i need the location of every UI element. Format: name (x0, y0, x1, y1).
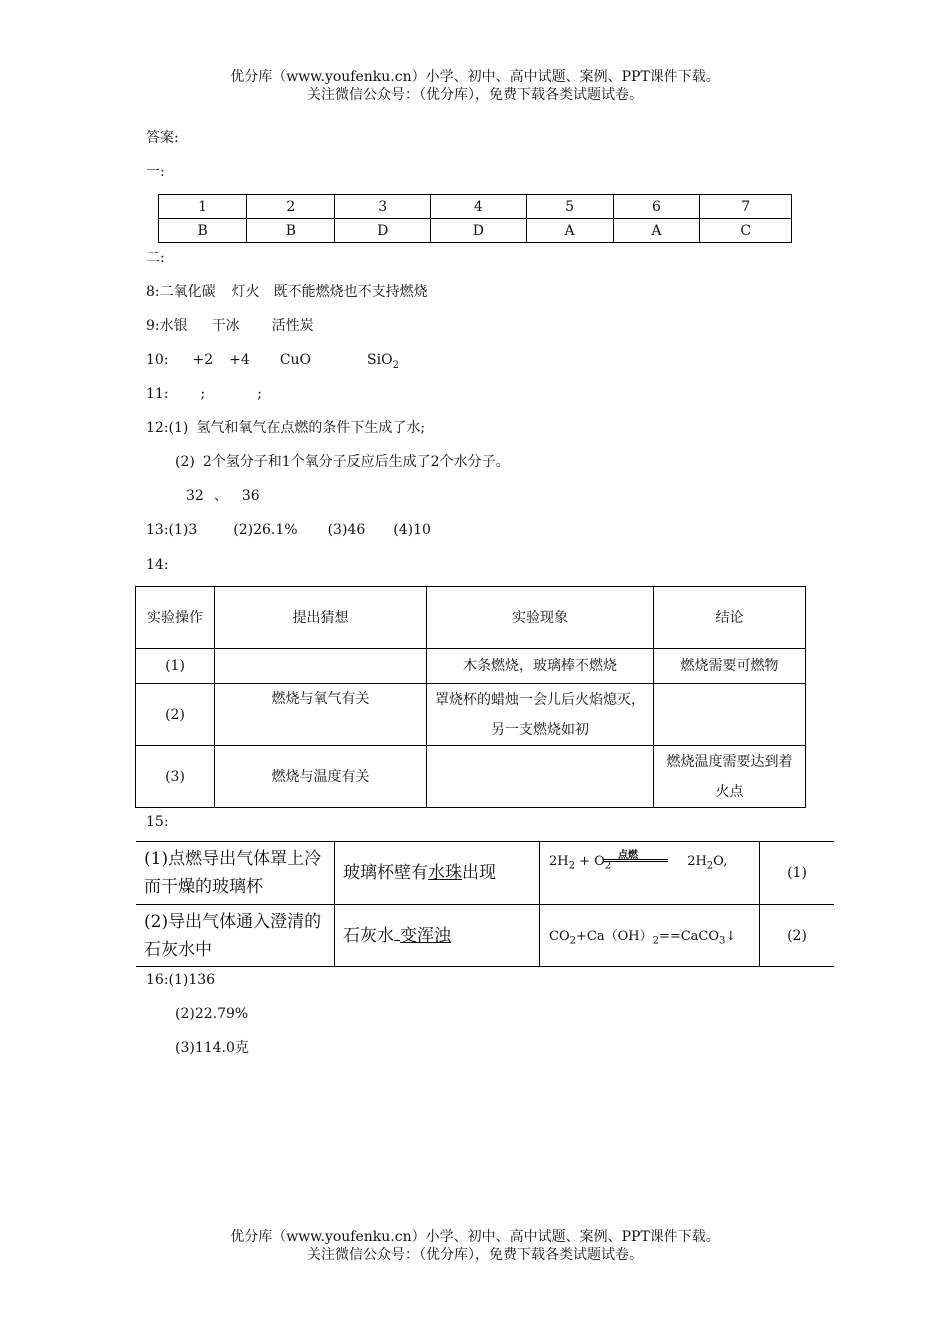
guess-cell: 燃烧与氧气有关 (215, 684, 427, 746)
header-line-2: 关注微信公众号：（优分库），免费下载各类试题试卷。 (307, 87, 643, 103)
q10-answer-b: +4 (229, 352, 250, 368)
q8-line (146, 282, 428, 302)
table-row (136, 649, 806, 684)
q10-answer-a: +2 (192, 352, 214, 368)
q8-answer-b: 灯火 (231, 284, 260, 300)
table-row (136, 587, 806, 649)
equation-subscript: 3 (719, 935, 726, 947)
choice-answer-table (158, 194, 792, 243)
guess-cell (215, 649, 427, 684)
q9-answer-c: 活性炭 (271, 318, 314, 334)
reaction-condition: 点燃 (618, 850, 638, 861)
q9-answer-b: 干冰 (211, 318, 240, 334)
equation-reactant-2: + O (574, 854, 605, 869)
choice-answer: D (431, 219, 527, 243)
question-number: 7 (700, 195, 792, 219)
q13-answer-a: (1)3 (168, 522, 198, 538)
guess-cell: 燃烧与温度有关 (215, 746, 427, 808)
conclusion-cell (654, 684, 806, 746)
reaction-arrow-bar (604, 859, 668, 862)
choice-answer: D (335, 219, 431, 243)
q13-answer-d: (4)10 (393, 522, 431, 538)
question-number: 4 (431, 195, 527, 219)
q12-value-2: 36 (241, 488, 260, 504)
equation-subscript: 2 (706, 860, 714, 872)
q11-answer-a: ; (200, 386, 206, 402)
tag-cell: (2) (760, 905, 835, 967)
phenomenon-cell: 罩烧杯的蜡烛一会儿后火焰熄灭，另一支燃烧如初 (427, 684, 654, 746)
q13-answer-b: (2)26.1% (233, 522, 298, 538)
tag-cell: (1) (760, 842, 835, 905)
phenomenon-text-end: 出现 (462, 863, 496, 883)
operation-cell: (2) (136, 684, 215, 746)
equation-subscript: 2 (569, 935, 576, 947)
phenomenon-text: 石灰水 (343, 925, 394, 946)
phenomenon-cell (335, 842, 540, 905)
question-number: 6 (613, 195, 700, 219)
question-number: 5 (526, 195, 613, 219)
gas-test-table (136, 841, 834, 967)
q13-line (146, 520, 431, 540)
q9-answer-a: 水银 (159, 318, 188, 334)
q12-text-2: 2个氢分子和1个氧分子反应后生成了2个水分子。 (202, 454, 510, 470)
phenomenon-cell (427, 746, 654, 808)
q10-formula: SiO (367, 352, 393, 368)
phenomenon-cell: 木条燃烧，玻璃棒不燃烧 (427, 649, 654, 684)
choice-answer: C (700, 219, 792, 243)
phenomenon-underlined: 水珠 (428, 863, 462, 883)
equation-subscript: 2 (652, 935, 659, 947)
table-row (136, 842, 834, 905)
footer-line-1: 优分库（www.youfenku.cn）小学、初中、高中试题、案例、PPT课件下载。 (230, 1229, 720, 1245)
q9-line (146, 316, 314, 336)
experiment-table (135, 586, 806, 808)
q10-answer-d (367, 352, 399, 371)
operation-cell: (1)点燃导出气体罩上冷而干燥的玻璃杯 (136, 842, 335, 905)
footer-line-2: 关注微信公众号：（优分库），免费下载各类试题试卷。 (307, 1247, 643, 1263)
q8-answer-c: 既不能燃烧也不支持燃烧 (273, 284, 428, 300)
q10-formula-subscript: 2 (392, 359, 399, 371)
table-row (159, 195, 792, 219)
table-row (136, 746, 806, 808)
choice-answer: B (159, 219, 247, 243)
question-number: 3 (335, 195, 431, 219)
equation-product: 2H (687, 854, 707, 869)
choice-answer: A (526, 219, 613, 243)
q11-answer-b: ; (257, 386, 262, 402)
q10-number: 10: (146, 352, 169, 368)
table-row (136, 684, 806, 746)
equation-part: ==CaCO (658, 928, 720, 944)
phenomenon-cell (335, 905, 540, 967)
q12-part-1: (1) (168, 420, 189, 436)
equation-product-end: O, (713, 854, 728, 869)
q9-number: 9: (146, 318, 160, 334)
q12-text-1: 氢气和氧气在点燃的条件下生成了水; (196, 420, 426, 436)
q12-value-1: 32 (186, 488, 204, 504)
q8-answer-a: 二氧化碳 (159, 284, 216, 300)
q16-line-1 (146, 970, 215, 990)
q11-number: 11: (146, 386, 169, 402)
q12-line-2 (175, 452, 510, 472)
column-header: 实验现象 (427, 587, 654, 649)
q16-answer-c: (3)114.0克 (175, 1040, 249, 1056)
operation-cell: (1) (136, 649, 215, 684)
equation-subscript: 2 (568, 860, 575, 872)
operation-cell: (3) (136, 746, 215, 808)
q14-number: 14: (146, 557, 169, 573)
equation-part: +Ca（OH） (575, 928, 653, 944)
column-header: 实验操作 (136, 587, 215, 649)
q10-line (146, 350, 399, 376)
q8-number: 8: (146, 284, 160, 300)
equation-subscript: 2 (604, 860, 612, 872)
choice-answer: B (247, 219, 335, 243)
operation-cell: (2)导出气体通入澄清的石灰水中 (136, 905, 335, 967)
equation-reactant: 2H (549, 854, 569, 869)
phenomenon-underlined: 变浑浊 (400, 925, 451, 946)
q10-answer-c: CuO (279, 352, 312, 368)
question-number: 1 (159, 195, 247, 219)
choice-answer: A (613, 219, 700, 243)
section-1-label: 一: (146, 164, 165, 180)
q16-answer-b: (2)22.79% (175, 1006, 249, 1022)
phenomenon-text: 玻璃杯壁有 (343, 863, 428, 883)
answer-title: 答案: (146, 130, 179, 146)
q12-number: 12: (146, 420, 169, 436)
q13-answer-c: (3)46 (327, 522, 366, 538)
column-header: 结论 (654, 587, 806, 649)
q15-number: 15: (146, 814, 169, 830)
conclusion-cell: 燃烧温度需要达到着火点 (654, 746, 806, 808)
q11-line (146, 384, 262, 404)
q12-line-3 (186, 486, 260, 506)
q12-line-1 (146, 418, 425, 438)
q12-separator: 、 (213, 488, 228, 504)
q16-answer-a: (1)136 (168, 972, 216, 988)
q13-number: 13: (146, 522, 169, 538)
precipitate-arrow: ↓ (725, 928, 737, 944)
q12-part-2: (2) (175, 454, 195, 470)
conclusion-cell: 燃烧需要可燃物 (654, 649, 806, 684)
equation-cell (540, 905, 760, 967)
equation-part: CO (549, 928, 570, 944)
equation-cell (540, 842, 760, 905)
q16-number: 16: (146, 972, 169, 988)
header-line-1: 优分库（www.youfenku.cn）小学、初中、高中试题、案例、PPT课件下载。 (230, 69, 720, 85)
section-2-label: 二: (146, 250, 165, 266)
table-row (136, 905, 834, 967)
table-row (159, 219, 792, 243)
column-header: 提出猜想 (215, 587, 427, 649)
question-number: 2 (247, 195, 335, 219)
